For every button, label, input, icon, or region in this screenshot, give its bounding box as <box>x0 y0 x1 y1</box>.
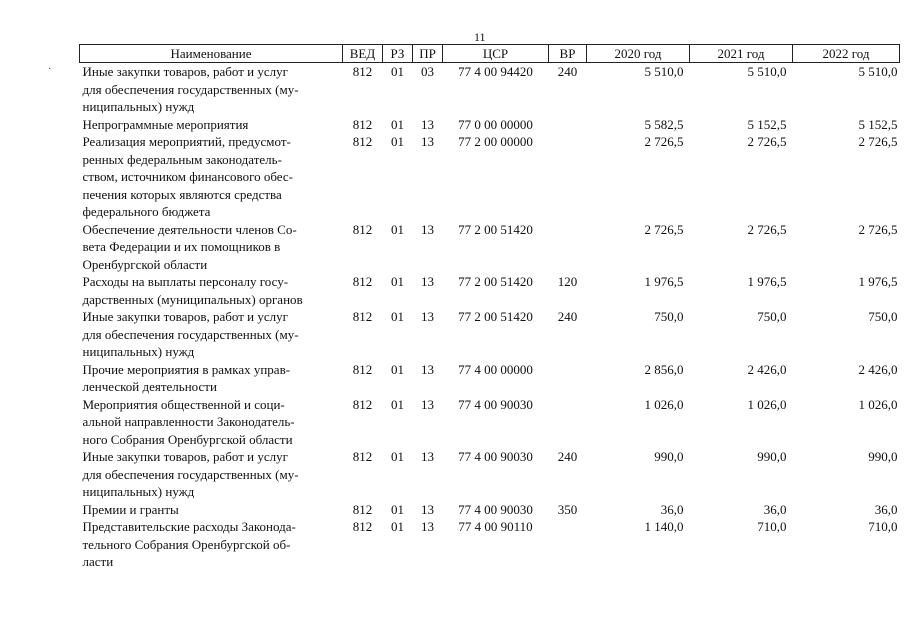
cell-vr: 240 <box>557 64 578 79</box>
cell-pr: 13 <box>421 396 434 412</box>
cell-name <box>80 133 343 221</box>
cell-rz: 01 <box>391 134 404 149</box>
name-line: Премии и гранты <box>82 501 179 517</box>
cell-rz: 01 <box>391 309 404 324</box>
name-line: Иные закупки товаров, работ и услуг <box>82 64 288 79</box>
header-ved: ВЕД <box>343 45 383 63</box>
name-line: Обеспечение деятельности членов Со- <box>82 221 297 237</box>
cell-vr <box>549 518 587 571</box>
cell-csr: 77 4 00 94420 <box>458 64 533 79</box>
cell-rz: 01 <box>391 221 404 237</box>
cell-2021: 990,0 <box>757 449 787 464</box>
cell-2021: 2 426,0 <box>747 361 787 377</box>
cell-2021: 710,0 <box>757 519 787 534</box>
name-line: Представительские расходы Законода- <box>82 519 296 534</box>
table-row <box>80 361 900 396</box>
cell-2021: 1 026,0 <box>747 396 787 412</box>
name-line: ством, источником финансового обес- <box>82 169 293 184</box>
cell-vr: 120 <box>557 274 578 289</box>
table-row <box>80 221 900 274</box>
cell-pr: 13 <box>421 221 434 237</box>
cell-pr: 13 <box>421 309 434 324</box>
cell-rz: 01 <box>391 64 404 79</box>
name-line: федерального бюджета <box>82 204 211 219</box>
table-row <box>80 63 900 116</box>
cell-2020: 36,0 <box>660 501 684 517</box>
name-line: ного Собрания Оренбургской области <box>82 431 293 447</box>
cell-pr: 13 <box>421 501 434 517</box>
header-csr: ЦСР <box>443 45 549 63</box>
cell-2021: 1 976,5 <box>747 274 787 289</box>
table-row <box>80 501 900 519</box>
cell-csr: 77 4 00 90030 <box>458 396 533 412</box>
header-name: Наименование <box>80 45 343 63</box>
cell-ved: 812 <box>352 274 373 289</box>
table-row <box>80 308 900 361</box>
cell-ved: 812 <box>352 449 373 464</box>
cell-csr: 77 2 00 51420 <box>458 309 533 324</box>
table-row <box>80 133 900 221</box>
cell-pr: 03 <box>421 64 434 79</box>
cell-name <box>80 221 343 274</box>
cell-rz: 01 <box>391 396 404 412</box>
cell-name <box>80 501 343 519</box>
name-line: ниципальных) нужд <box>82 344 195 359</box>
name-line: для обеспечения государственных (му- <box>82 81 299 97</box>
cell-csr: 77 4 00 00000 <box>458 361 533 377</box>
cell-vr <box>549 116 587 134</box>
cell-csr: 77 0 00 00000 <box>458 116 533 132</box>
table-body <box>80 63 900 571</box>
name-line: Реализация мероприятий, предусмот- <box>82 134 291 149</box>
name-line: ниципальных) нужд <box>82 99 195 114</box>
cell-pr: 13 <box>421 519 434 534</box>
table-row <box>80 518 900 571</box>
name-line: альной направленности Законодатель- <box>82 414 295 429</box>
name-line: для обеспечения государственных (му- <box>82 326 299 342</box>
cell-2021: 36,0 <box>763 501 787 517</box>
name-line: Иные закупки товаров, работ и услуг <box>82 309 288 324</box>
cell-rz: 01 <box>391 116 404 132</box>
table-header <box>80 45 900 63</box>
cell-name <box>80 518 343 571</box>
cell-ved: 812 <box>352 116 373 132</box>
cell-2020: 2 856,0 <box>644 361 684 377</box>
budget-table <box>79 44 900 571</box>
name-line: ниципальных) нужд <box>82 484 195 499</box>
cell-vr <box>549 396 587 449</box>
cell-2020: 1 140,0 <box>644 519 684 534</box>
cell-pr: 13 <box>421 116 434 132</box>
cell-csr: 77 4 00 90110 <box>458 519 533 534</box>
cell-2022: 5 510,0 <box>858 64 898 79</box>
header-2020: 2020 год <box>587 45 690 63</box>
cell-name <box>80 396 343 449</box>
cell-2022: 5 152,5 <box>858 116 898 132</box>
cell-vr <box>549 361 587 396</box>
cell-csr: 77 4 00 90030 <box>458 449 533 464</box>
cell-2020: 5 510,0 <box>644 64 684 79</box>
name-line: ласти <box>82 554 114 569</box>
cell-vr <box>549 221 587 274</box>
name-line: печения которых являются средства <box>82 186 282 202</box>
cell-2022: 1 026,0 <box>858 396 898 412</box>
cell-ved: 812 <box>352 64 373 79</box>
cell-name <box>80 273 343 308</box>
cell-name <box>80 116 343 134</box>
cell-ved: 812 <box>352 134 373 149</box>
table-row <box>80 448 900 501</box>
header-pr: ПР <box>413 45 443 63</box>
name-line: ленческой деятельности <box>82 379 217 394</box>
cell-ved: 812 <box>352 501 373 517</box>
cell-name <box>80 361 343 396</box>
cell-pr: 13 <box>421 449 434 464</box>
name-line: Иные закупки товаров, работ и услуг <box>82 449 288 464</box>
header-vr: ВР <box>549 45 587 63</box>
cell-2021: 750,0 <box>757 309 787 324</box>
cell-ved: 812 <box>352 396 373 412</box>
header-rz: РЗ <box>383 45 413 63</box>
cell-2022: 710,0 <box>868 519 898 534</box>
cell-name <box>80 63 343 116</box>
name-line: Расходы на выплаты персоналу госу- <box>82 274 289 289</box>
header-2021: 2021 год <box>690 45 793 63</box>
cell-2020: 5 582,5 <box>644 116 684 132</box>
name-line: Прочие мероприятия в рамках управ- <box>82 361 291 377</box>
cell-pr: 13 <box>421 361 434 377</box>
name-line: Мероприятия общественной и соци- <box>82 396 285 412</box>
cell-rz: 01 <box>391 449 404 464</box>
cell-name <box>80 308 343 361</box>
cell-rz: 01 <box>391 501 404 517</box>
cell-vr: 350 <box>557 501 578 517</box>
cell-ved: 812 <box>352 309 373 324</box>
cell-2020: 2 726,5 <box>644 134 684 149</box>
cell-ved: 812 <box>352 519 373 534</box>
cell-2022: 2 726,5 <box>858 134 898 149</box>
cell-rz: 01 <box>391 361 404 377</box>
cell-2022: 1 976,5 <box>858 274 898 289</box>
cell-2020: 2 726,5 <box>644 221 684 237</box>
cell-2020: 1 026,0 <box>644 396 684 412</box>
scan-mark: · <box>48 64 52 75</box>
cell-rz: 01 <box>391 274 404 289</box>
cell-2020: 990,0 <box>654 449 684 464</box>
header-2022: 2022 год <box>793 45 900 63</box>
table-row <box>80 396 900 449</box>
cell-2022: 990,0 <box>868 449 898 464</box>
page-number: 11 <box>474 30 486 44</box>
name-line: Оренбургской области <box>82 256 208 272</box>
cell-2021: 5 152,5 <box>747 116 787 132</box>
table-row <box>80 273 900 308</box>
cell-2022: 2 426,0 <box>858 361 898 377</box>
cell-2022: 2 726,5 <box>858 221 898 237</box>
cell-csr: 77 4 00 90030 <box>458 501 533 517</box>
cell-2022: 750,0 <box>868 309 898 324</box>
cell-vr: 240 <box>557 449 578 464</box>
cell-ved: 812 <box>352 221 373 237</box>
cell-csr: 77 2 00 51420 <box>458 274 533 289</box>
name-line: тельного Собрания Оренбургской об- <box>82 536 291 552</box>
name-line: для обеспечения государственных (му- <box>82 466 299 482</box>
cell-pr: 13 <box>421 134 434 149</box>
cell-rz: 01 <box>391 519 404 534</box>
cell-name <box>80 448 343 501</box>
cell-2021: 5 510,0 <box>747 64 787 79</box>
cell-2020: 1 976,5 <box>644 274 684 289</box>
name-line: Непрограммные мероприятия <box>82 116 249 132</box>
cell-ved: 812 <box>352 361 373 377</box>
name-line: вета Федерации и их помощников в <box>82 239 281 254</box>
name-line: ренных федеральным законодатель- <box>82 151 282 167</box>
cell-2022: 36,0 <box>874 501 898 517</box>
cell-2020: 750,0 <box>654 309 684 324</box>
cell-2021: 2 726,5 <box>747 134 787 149</box>
cell-csr: 77 2 00 51420 <box>458 221 533 237</box>
name-line: дарственных (муниципальных) органов <box>82 291 303 307</box>
cell-vr <box>549 133 587 221</box>
cell-csr: 77 2 00 00000 <box>458 134 533 149</box>
cell-2021: 2 726,5 <box>747 221 787 237</box>
table-row <box>80 116 900 134</box>
cell-pr: 13 <box>421 274 434 289</box>
cell-vr: 240 <box>557 309 578 324</box>
